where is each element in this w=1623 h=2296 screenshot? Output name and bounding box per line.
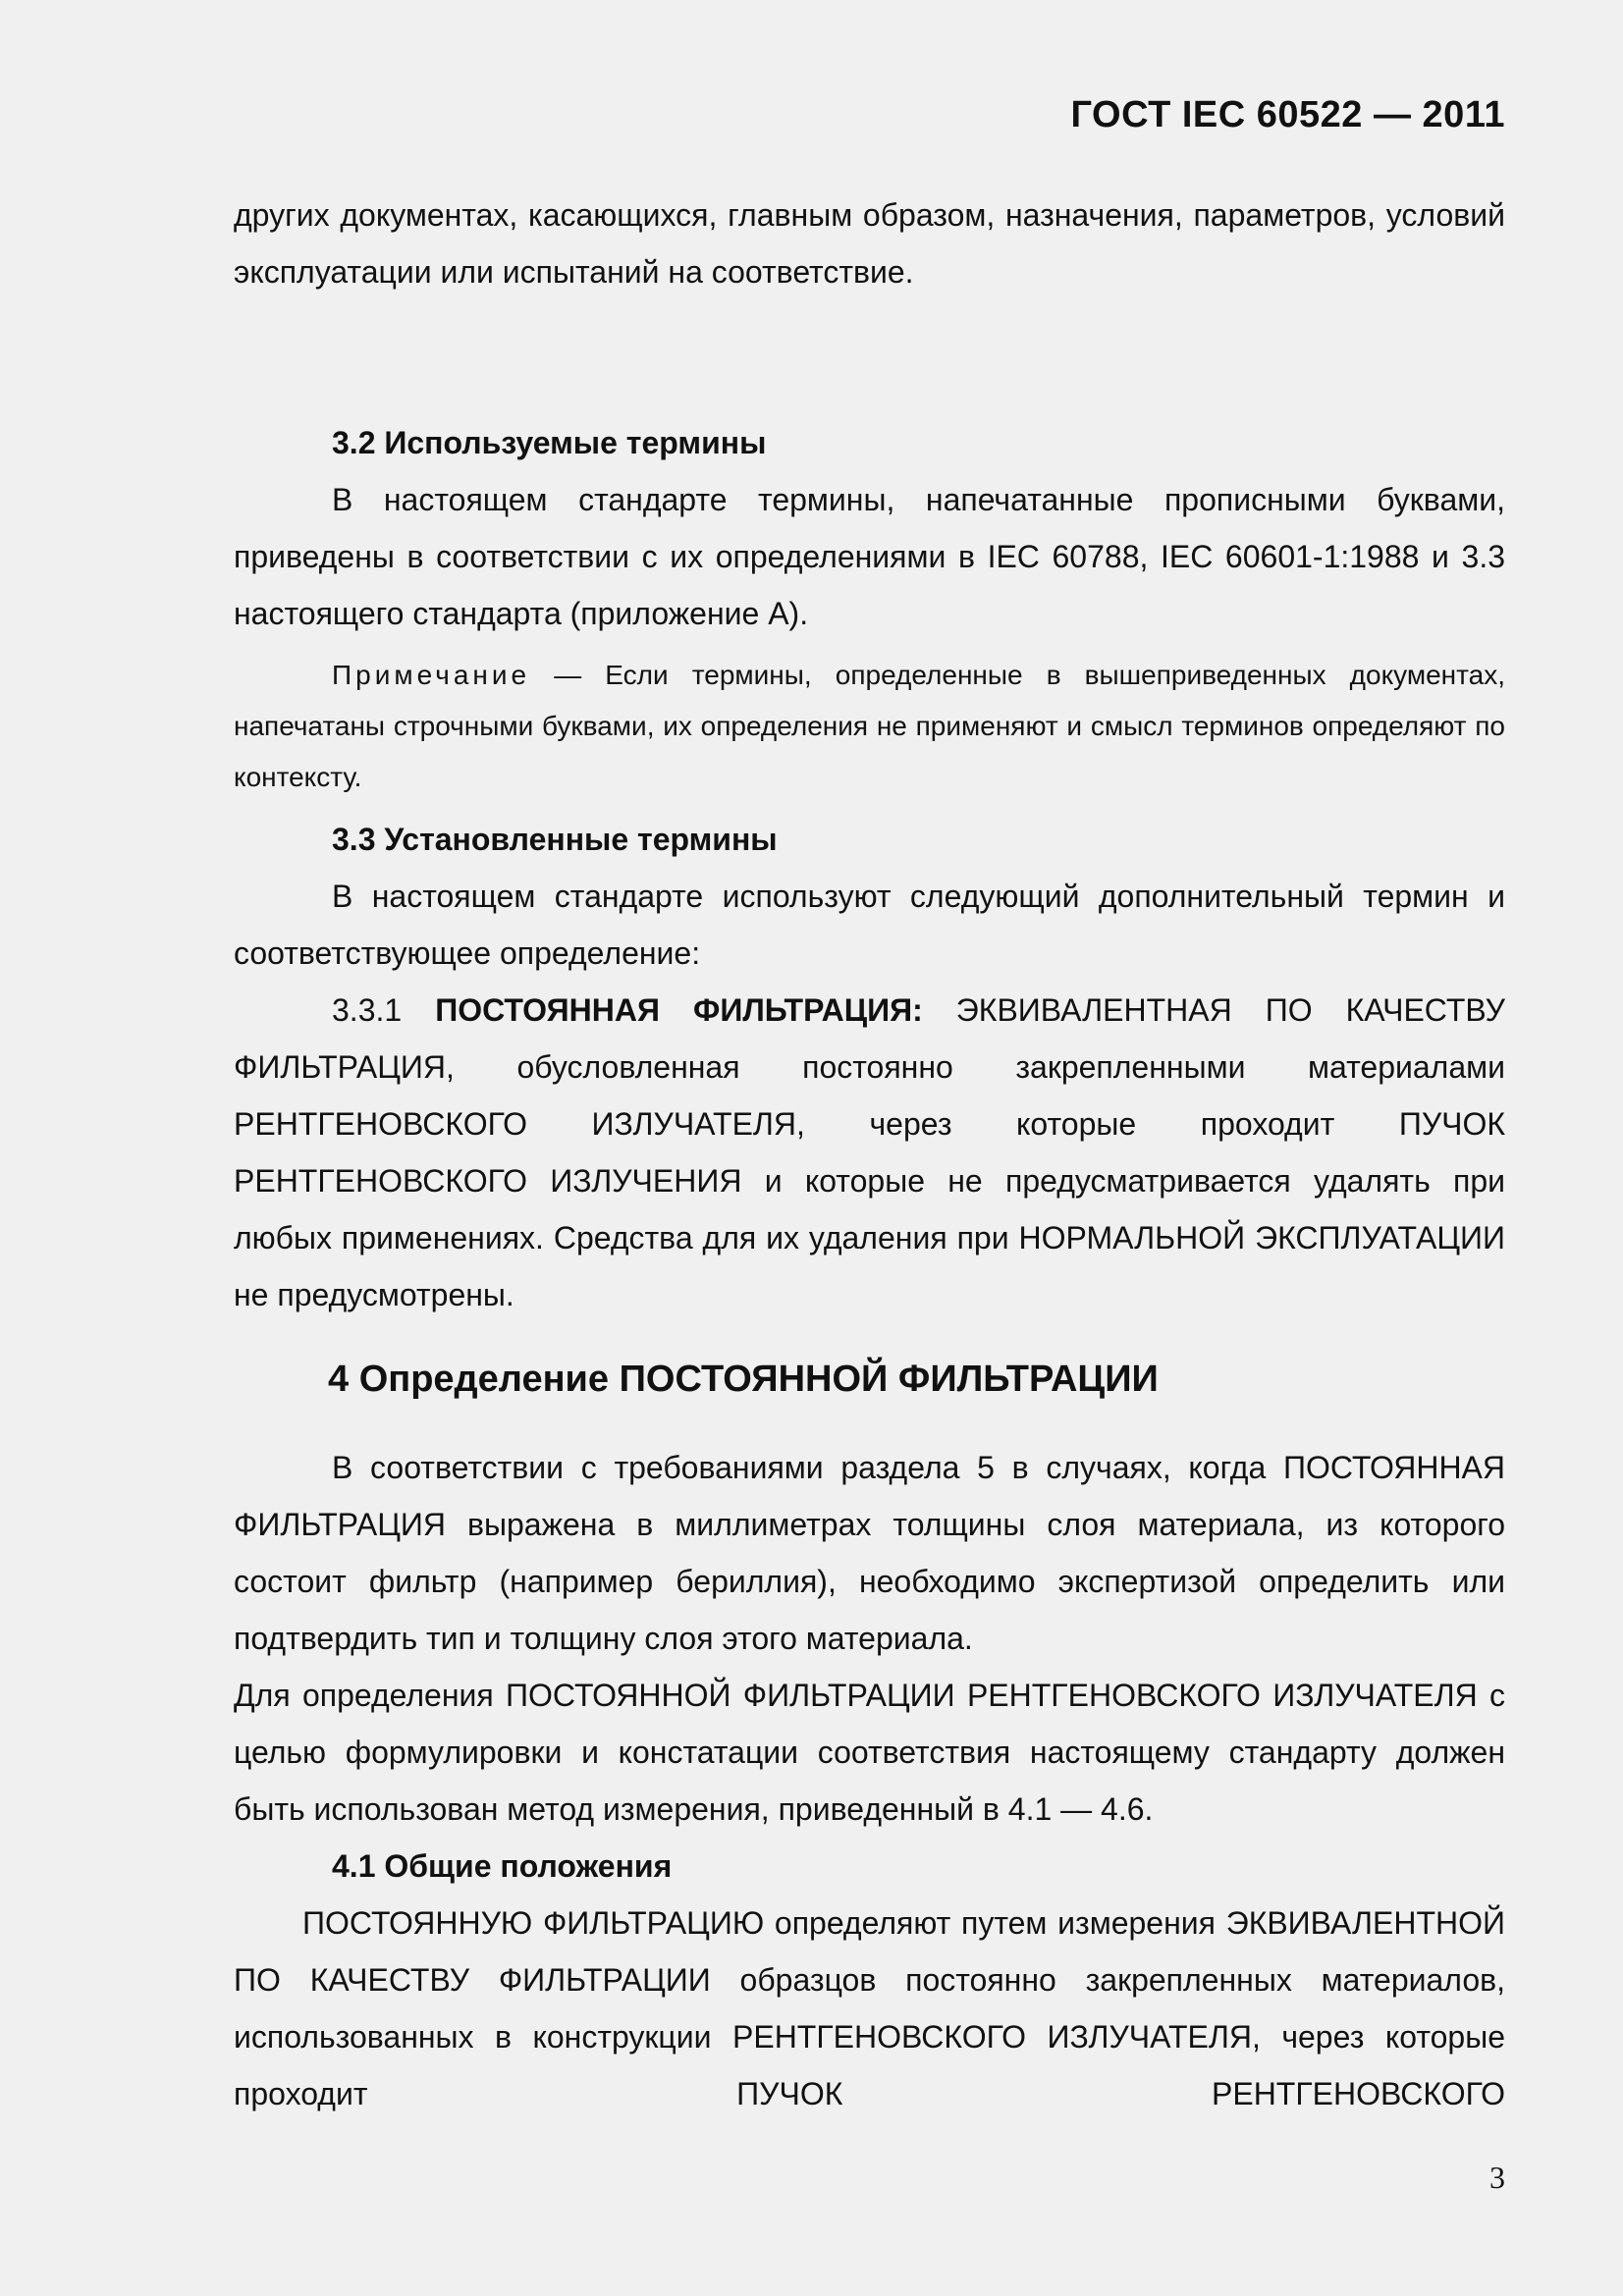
paragraph-3-2: В настоящем стандарте термины, напечатанные прописными буквами, приведены в соответствии с их определениями в IEC 60788, IEC 60601-1:1988 и 3.3 настоящего стандарта (приложение А). [234, 482, 1505, 631]
document-body [234, 187, 1505, 2122]
document-header: ГОСТ IEC 60522 — 2011 [1070, 94, 1505, 135]
heading-3-2: 3.2 Используемые термины [332, 425, 767, 460]
paragraph-4-2: Для определения ПОСТОЯННОЙ ФИЛЬТРАЦИИ РЕНТГЕНОВСКОГО ИЗЛУЧАТЕЛЯ с целью формулировки и констатации соответствия настоящему стандарту должен быть использован метод измерения, приведенный в 4.1 — 4.6. [234, 1678, 1505, 1827]
paragraph-4-1-text: ПОСТОЯННУЮ ФИЛЬТРАЦИЮ определяют путем измерения ЭКВИВАЛЕНТНОЙ ПО КАЧЕСТВУ ФИЛЬТРАЦИИ образцов постоянно закрепленных материалов, использованных в конструкции РЕНТГЕНОВСКОГО ИЗЛУЧАТЕЛЯ, через которые проходит ПУЧОК РЕНТГЕНОВСКОГО [234, 1905, 1505, 2111]
heading-4-1: 4.1 Общие положения [332, 1848, 673, 1884]
paragraph-4-1: В соответствии с требованиями раздела 5 в случаях, когда ПОСТОЯННАЯ ФИЛЬТРАЦИЯ выражена в миллиметрах толщины слоя материала, из которого состоит фильтр (например бериллия), необходимо экспертизой определить или подтвердить тип и толщину слоя этого материала. [234, 1450, 1505, 1656]
definition-number: 3.3.1 [332, 992, 436, 1028]
definition-term: ПОСТОЯННАЯ ФИЛЬТРАЦИЯ: [435, 992, 923, 1028]
note-3-2 [234, 650, 1505, 803]
heading-4: 4 Определение ПОСТОЯННОЙ ФИЛЬТРАЦИИ [328, 1359, 1159, 1400]
note-label: Примечание [332, 660, 531, 690]
paragraph-continued: других документах, касающихся, главным образом, назначения, параметров, условий эксплуатации или испытаний на соответствие. [234, 197, 1505, 290]
page-number: 3 [1489, 2160, 1505, 2195]
heading-3-3: 3.3 Установленные термины [332, 822, 778, 857]
definition-3-3-1 [234, 982, 1505, 1323]
definition-text: ЭКВИВАЛЕНТНАЯ ПО КАЧЕСТВУ ФИЛЬТРАЦИЯ, обусловленная постоянно закрепленными материалами РЕНТГЕНОВСКОГО ИЗЛУЧАТЕЛЯ, через которые проходит ПУЧОК РЕНТГЕНОВСКОГО ИЗЛУЧЕНИЯ и которые не предусматривается удалять при любых применениях. Средства для их удаления при НОРМАЛЬНОЙ ЭКСПЛУАТАЦИИ не предусмотрены. [234, 992, 1506, 1312]
paragraph-3-3: В настоящем стандарте используют следующий дополнительный термин и соответствующее определение: [234, 879, 1505, 971]
note-text: — Если термины, определенные в вышеприведенных документах, напечатаны строчными буквами, их определения не применяют и смысл терминов определяют по контексту. [234, 660, 1505, 792]
